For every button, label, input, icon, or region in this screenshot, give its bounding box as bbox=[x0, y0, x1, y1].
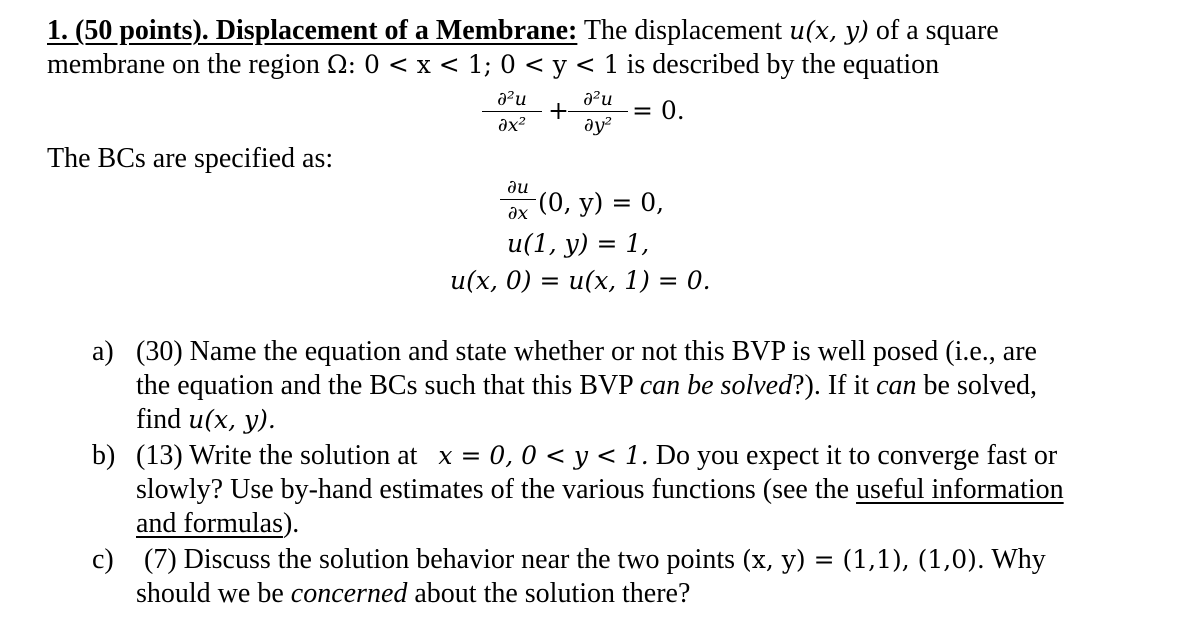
intro-math-region: Ω: 0 < x < 1; 0 < y < 1 bbox=[326, 50, 620, 79]
intro-text-2: membrane on the region bbox=[47, 49, 320, 80]
part-a-line-3-math: u(x, y). bbox=[188, 405, 276, 434]
intro-math-u: u(x, y) bbox=[789, 16, 869, 45]
part-c-line-1-pre: (7) Discuss the solution behavior near the two points bbox=[144, 544, 736, 575]
part-b-line-1 bbox=[136, 439, 1057, 473]
part-a-line-2-post: be solved, bbox=[923, 370, 1038, 401]
eq-term2-numerator: ∂²u bbox=[583, 88, 613, 110]
part-a-line-2 bbox=[136, 369, 1037, 403]
eq-term1-bar bbox=[482, 111, 542, 112]
eq-term1-numerator: ∂²u bbox=[497, 88, 527, 110]
bc1-numerator: ∂u bbox=[506, 176, 530, 198]
part-b-math-text: x = 0, 0 < y < 1. bbox=[438, 441, 649, 470]
eq-term1-denominator: ∂x² bbox=[497, 114, 527, 136]
part-c-line-2-pre: should we be bbox=[136, 578, 284, 609]
part-a-label: a) bbox=[92, 336, 114, 367]
part-b-label: b) bbox=[92, 440, 116, 471]
part-c-line-1-math: (x, y) = (1,1), (1,0). bbox=[742, 545, 985, 574]
part-c-concerned: concerned bbox=[290, 578, 408, 609]
part-a-line-3 bbox=[136, 403, 276, 437]
useful-information-link[interactable]: useful information bbox=[856, 474, 1064, 505]
part-c-line-2 bbox=[136, 577, 690, 611]
part-b-line-2-pre: slowly? Use by-hand estimates of the various functions (see the bbox=[136, 474, 850, 505]
problem-heading: 1. (50 points). Displacement of a Membrane: bbox=[47, 15, 578, 46]
bc1-fraction bbox=[500, 176, 536, 224]
eq-plus: + bbox=[548, 96, 569, 125]
part-c-line-2-post: about the solution there? bbox=[414, 578, 691, 609]
part-b-line-1-math bbox=[438, 441, 648, 470]
part-a-can-be-solved: can be solved bbox=[639, 370, 793, 401]
bc1-rest: (0, y) = 0, bbox=[538, 188, 665, 217]
eq-rhs: = 0. bbox=[632, 96, 685, 125]
bc3: u(x, 0) = u(x, 1) = 0. bbox=[450, 266, 711, 295]
part-b-line-1-pre: (13) Write the solution at bbox=[136, 440, 418, 471]
part-a-line-2-mid: ?). If it bbox=[792, 370, 870, 401]
part-a-can: can bbox=[876, 370, 917, 401]
part-a-line-2-pre: the equation and the BCs such that this BVP bbox=[136, 370, 633, 401]
eq-term2-denominator: ∂y² bbox=[583, 114, 613, 136]
and-formulas-link[interactable]: and formulas bbox=[136, 508, 283, 539]
part-b-line-1-post: Do you expect it to converge fast or bbox=[655, 440, 1058, 471]
bc1-denominator: ∂x bbox=[507, 202, 529, 224]
intro-tail-1: of a square bbox=[875, 15, 999, 46]
intro-tail-2: is described by the equation bbox=[626, 49, 940, 80]
bc1-bar bbox=[500, 199, 536, 200]
part-b-line-3-post: ). bbox=[282, 508, 300, 539]
problem-line-2 bbox=[47, 48, 939, 82]
eq-term1-fraction bbox=[482, 88, 542, 136]
intro-text-1: The displacement bbox=[583, 15, 783, 46]
bc2: u(1, y) = 1, bbox=[507, 229, 650, 258]
part-c-line-1-post: Why bbox=[991, 544, 1046, 575]
part-b-line-2 bbox=[136, 473, 1064, 507]
part-b-line-3 bbox=[136, 507, 299, 541]
problem-line-1 bbox=[47, 14, 999, 48]
part-a-line-3-pre: find bbox=[136, 404, 182, 435]
eq-term2-bar bbox=[568, 111, 628, 112]
part-c-label: c) bbox=[92, 544, 114, 575]
eq-term2-fraction bbox=[568, 88, 628, 136]
part-c-line-1 bbox=[144, 543, 1046, 577]
bcs-label: The BCs are specified as: bbox=[47, 143, 334, 174]
part-a-line-1: (30) Name the equation and state whether or not this BVP is well posed (i.e., are bbox=[136, 336, 1037, 367]
